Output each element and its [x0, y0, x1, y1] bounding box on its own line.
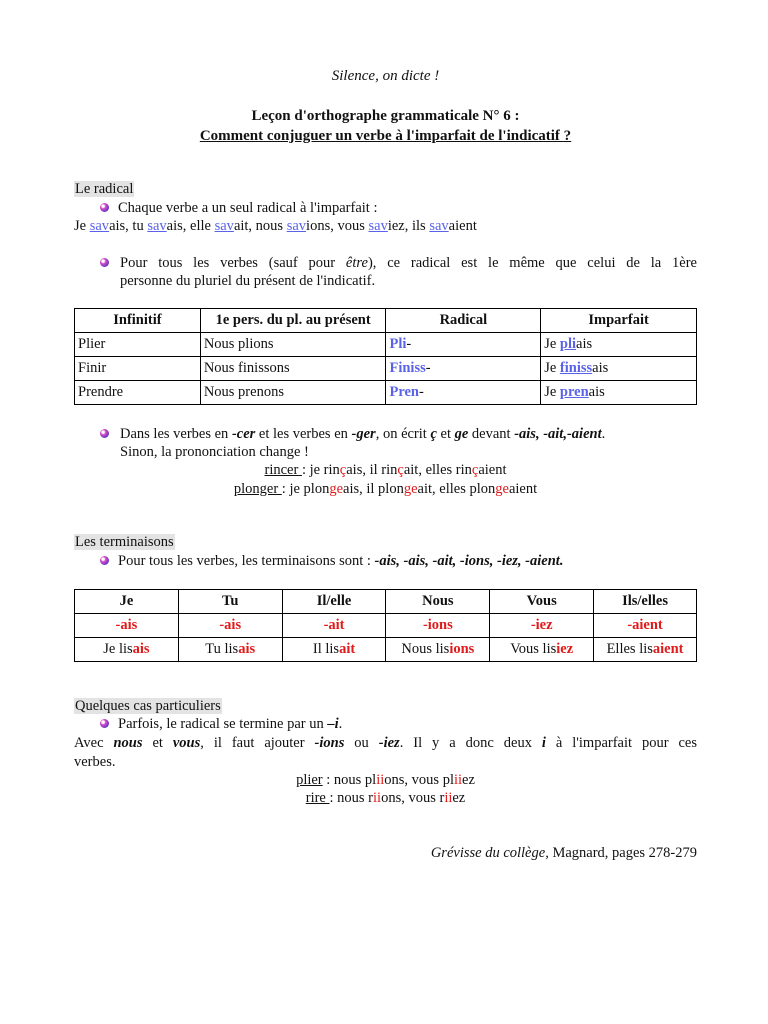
bullet-icon	[100, 255, 118, 272]
bullet-icon	[100, 719, 109, 728]
subtitle: Silence, on dicte !	[331, 68, 440, 84]
plonger-example: plonger : je plongeais, il plongeait, elles plongeaient	[233, 481, 538, 497]
bullet-radical-1: Chaque verbe a un seul radical à l'imparfait :	[100, 200, 377, 217]
section-particuliers: Quelques cas particuliers	[75, 698, 221, 714]
document-page	[74, 0, 697, 1024]
rincer-example: rincer : je rinçais, il rinçait, elles rinçaient	[264, 462, 507, 478]
table-row: Prendre Nous prenons Pren- Je prenais	[75, 381, 697, 405]
header-cell: Infinitif	[75, 309, 201, 333]
header-cell: 1e pers. du pl. au présent	[200, 309, 386, 333]
table-header-row	[75, 309, 697, 333]
header-cell: Imparfait	[541, 309, 697, 333]
table-header-row: Je Tu Il/elle Nous Vous Ils/elles	[75, 590, 697, 614]
section-radical: Le radical	[75, 181, 134, 197]
table-row: Plier Nous plions Pli- Je pliais	[75, 333, 697, 357]
rire-example: rire : nous riions, vous riiez	[305, 790, 466, 806]
particuliers-paragraph: Avec nous et vous, il faut ajouter -ions ou -iez. Il y a donc deux i à l'imparfait pour ces	[74, 735, 698, 751]
table-row: -ais -ais -ait -ions -iez -aient	[75, 614, 697, 638]
particuliers-paragraph-line2: verbes.	[74, 754, 116, 770]
bullet-icon	[100, 426, 118, 443]
plier-example: plier : nous pliions, vous pliiez	[296, 772, 475, 788]
bullet-terminaisons: Pour tous les verbes, les terminaisons sont : -ais, -ais, -ait, -ions, -iez, -aient.	[100, 553, 563, 570]
source-citation: Grévisse du collège, Magnard, pages 278-279	[430, 845, 697, 861]
bullet-icon	[100, 556, 109, 565]
bullet-particuliers: Parfois, le radical se termine par un –i.	[100, 716, 342, 733]
bullet-radical-3: Dans les verbes en -cer et les verbes en -ger, on écrit ç et ge devant -ais, -ait,-aient.	[120, 426, 606, 442]
bullet-radical-3-line2: Sinon, la prononciation change !	[120, 444, 309, 460]
table-row: Je lisais Tu lisais Il lisait Nous lisions Vous lisiez Elles lisaient	[75, 638, 697, 662]
bullet-radical-2: Pour tous les verbes (sauf pour être), ce radical est le même que celui de la 1ère	[120, 255, 697, 271]
header-cell: Radical	[386, 309, 541, 333]
bullet-icon	[100, 203, 109, 212]
table-row: Finir Nous finissons Finiss- Je finissais	[75, 357, 697, 381]
section-terminaisons: Les terminaisons	[75, 534, 174, 550]
savoir-example: Je savais, tu savais, elle savait, nous savions, vous saviez, ils savaient	[74, 218, 477, 234]
bullet-radical-2-line2: personne du pluriel du présent de l'indicatif.	[120, 273, 376, 289]
lesson-question: Comment conjuguer un verbe à l'imparfait de l'indicatif ?	[199, 128, 572, 144]
terminaisons-table	[74, 589, 697, 662]
lesson-title: Leçon d'orthographe grammaticale N° 6 :	[251, 108, 520, 124]
radical-table	[74, 308, 697, 405]
